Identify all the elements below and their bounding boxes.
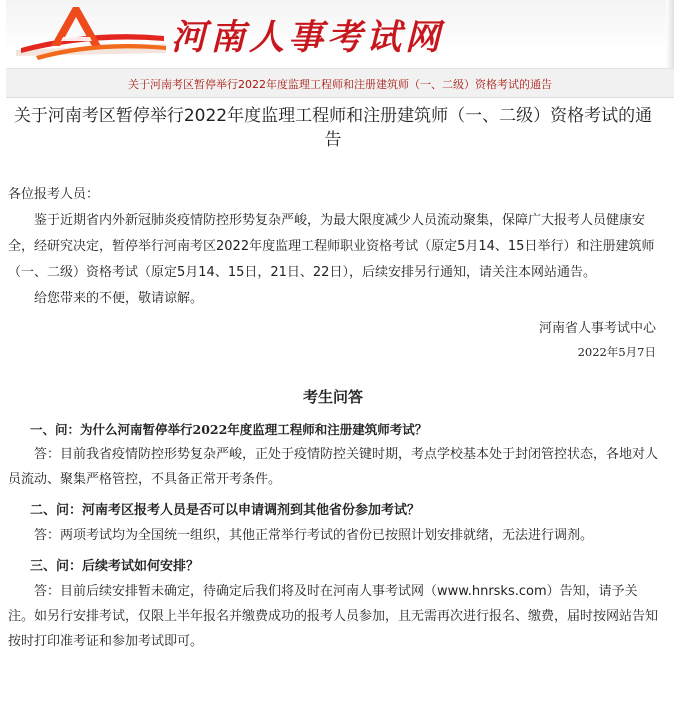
answer-1: 答：目前我省疫情防控形势复杂严峻，正处于疫情防控关键时期，考点学校基本处于封闭管控状态，各地对人员流动、聚集严格管控，不具备正常开考条件。 [8,447,659,487]
answer-2: 答：两项考试均为全国统一组织，其他正常举行考试的省份已按照计划安排就绪，无法进行调剂。 [34,528,594,543]
answer-3: 答：目前后续安排暂未确定，待确定后我们将及时在河南人事考试网（www.hnrsks.com）告知，请予关注。如另行安排考试，仅限上半年报名并缴费成功的报考人员参加，且无需再次进行报名、缴费，届时按网站告知按时打印准考证和参加考试即可。 [8,584,659,649]
question-1: 一、问：为什么河南暂停举行2022年度监理工程师和注册建筑师考试？ [30,422,428,437]
article-body [0,104,674,654]
publish-date: 2022年5月7日 [577,345,656,359]
signature: 河南省人事考试中心 [538,321,656,336]
question-2: 二、问：河南考区报考人员是否可以申请调剂到其他省份参加考试？ [30,503,421,518]
article-title: 关于河南考区暂停举行2022年度监理工程师和注册建筑师（一、二级）资格考试的通告 [13,106,653,150]
stylized-red-A-logo-icon[interactable] [16,4,166,62]
breadcrumb [6,69,674,98]
qa-heading: 考生问答 [302,388,363,406]
apology-paragraph: 给您带来的不便，敬请谅解。 [34,291,204,306]
breadcrumb-link[interactable]: 关于河南考区暂停举行2022年度监理工程师和注册建筑师（一、二级）资格考试的通告 [128,78,552,91]
header-edge-shadow [666,0,674,68]
question-3: 三、问：后续考试如何安排？ [30,559,200,574]
salutation: 各位报考人员： [8,187,100,202]
site-header [6,0,674,69]
site-name[interactable]: 河南人事考试网 [171,17,445,58]
notice-paragraph: 鉴于近期省内外新冠肺炎疫情防控形势复杂严峻，为最大限度减少人员流动聚集，保障广大报考人员健康安全，经研究决定，暂停举行河南考区2022年度监理工程师职业资格考试（原定5月14、15日举行）和注册建筑师（一、二级）资格考试（原定5月14、15日，21日、22日），后续安排另行通知，请关注本网站通告。 [8,213,655,280]
